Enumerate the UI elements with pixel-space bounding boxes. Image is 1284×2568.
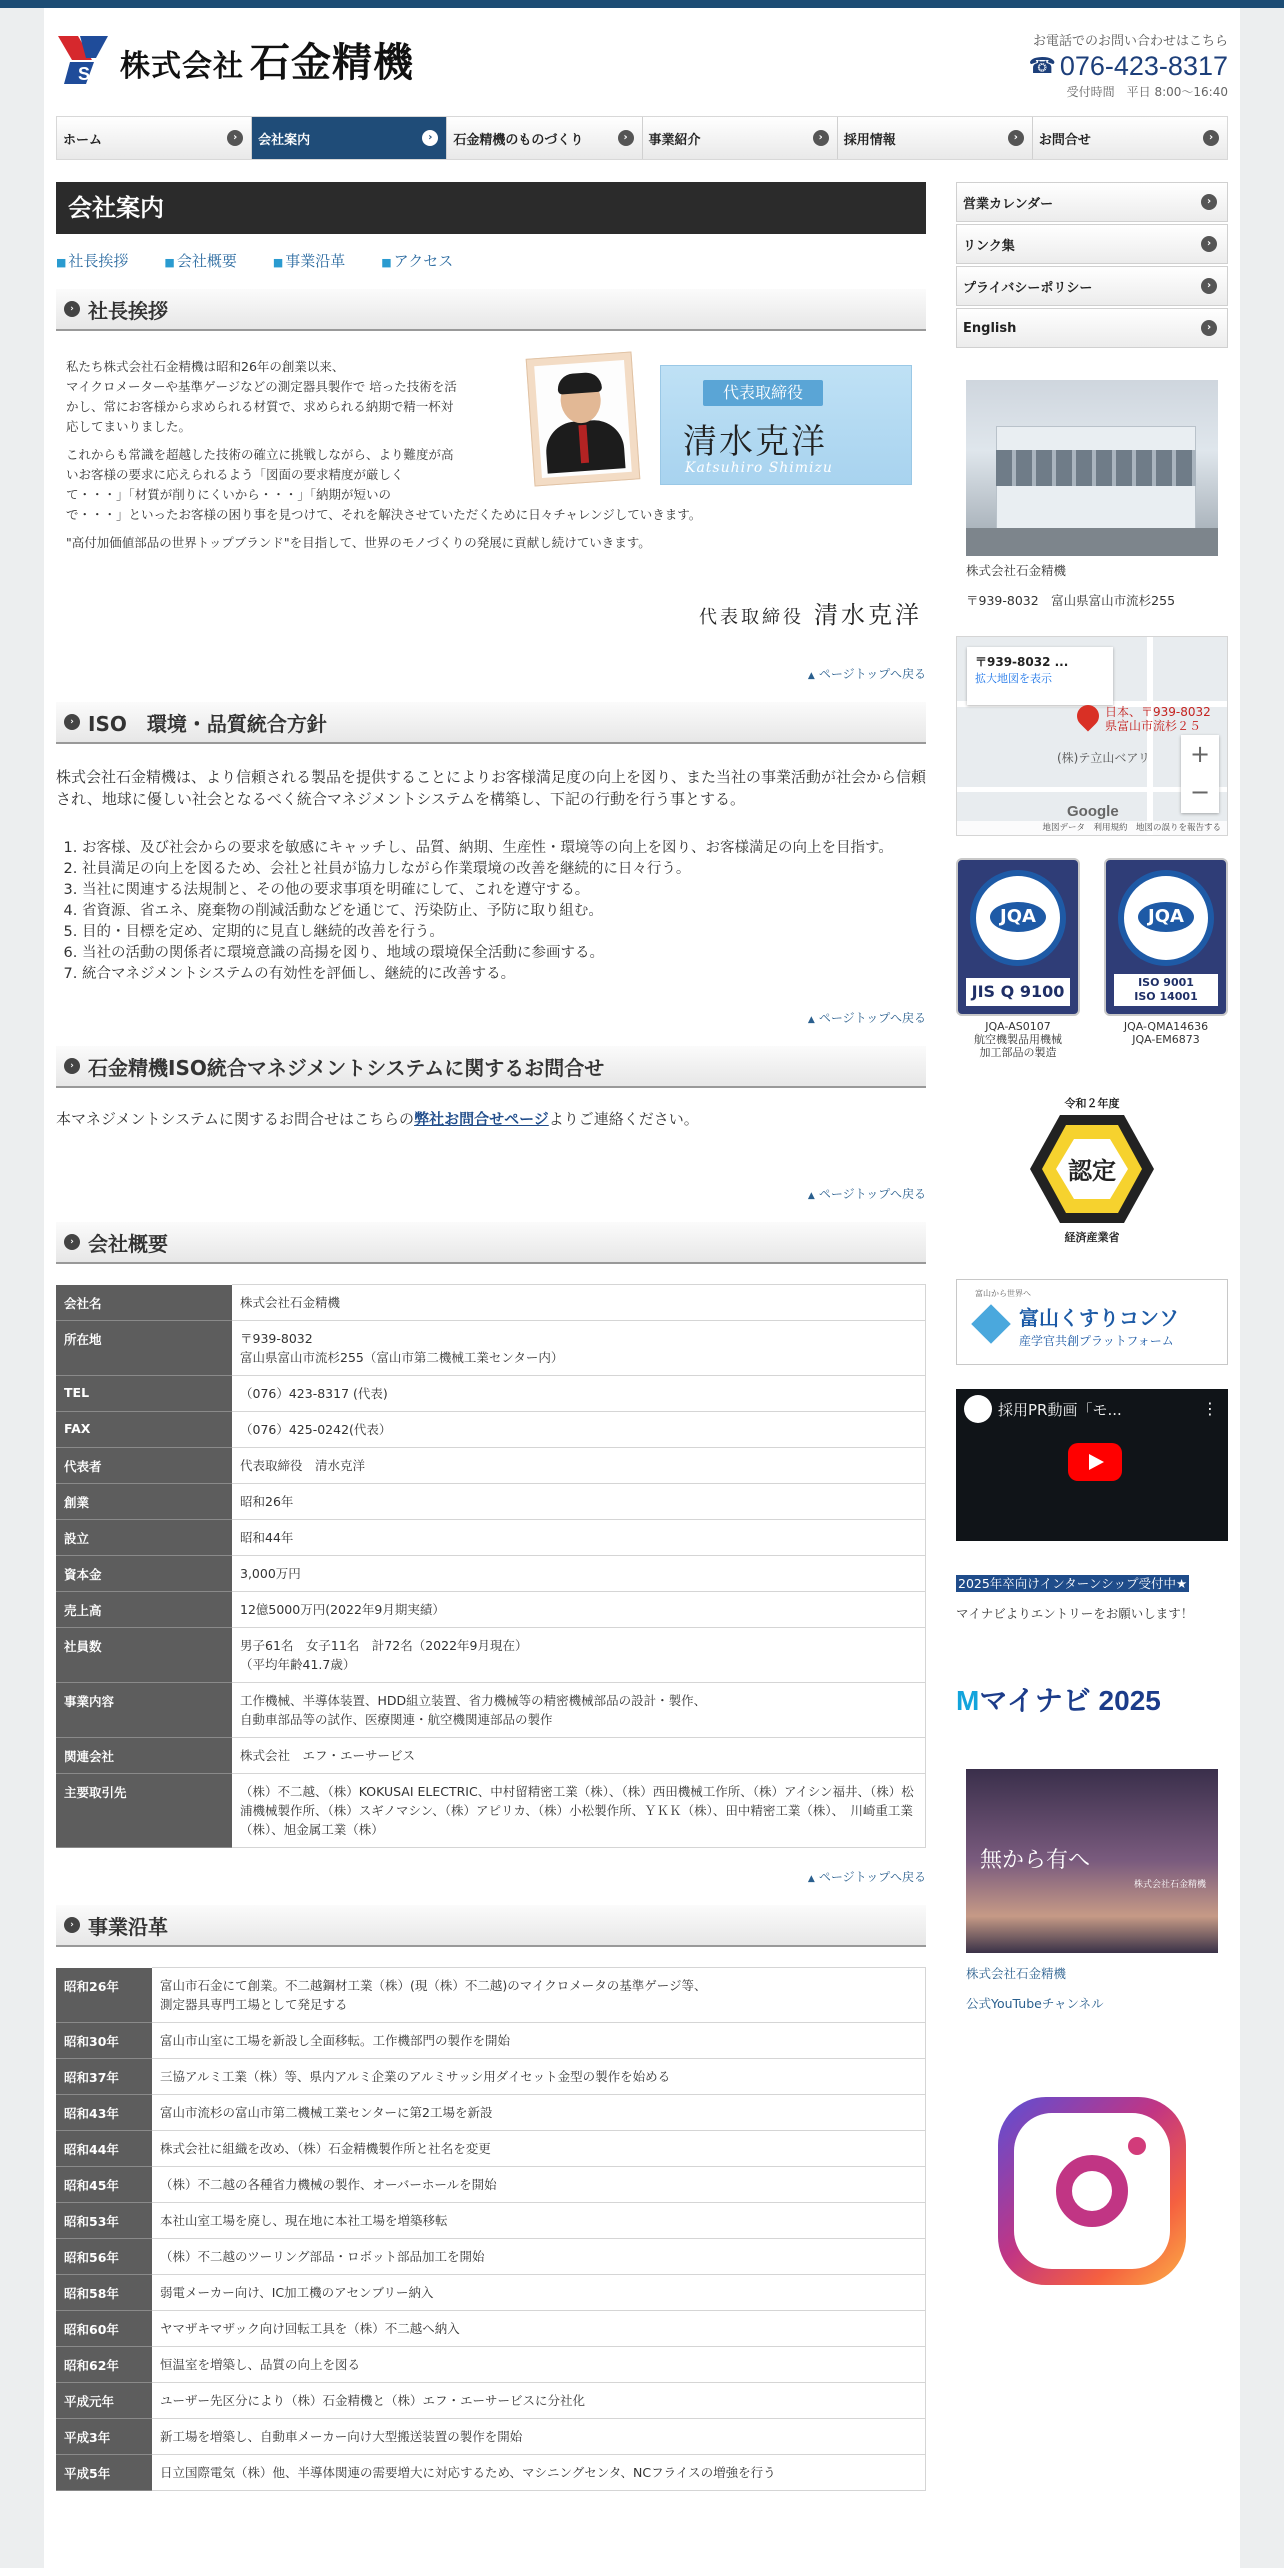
row-key: 昭和62年 [56,2347,152,2383]
building-windows [996,450,1196,486]
contact-text-before: 本マネジメントシステムに関するお問合せはこちらの [56,1110,415,1128]
banner-small-text: 富山から世界へ [975,1289,1031,1298]
row-value: 株式会社 エフ・エーサービス [232,1738,926,1774]
top-accent-bar [0,0,1284,8]
sidebar-label: リンク集 [963,238,1015,254]
company-address: 〒939-8032 富山県富山市流杉255 [966,593,1176,608]
row-value: （株）不二越の各種省力機械の製作、オーバーホールを開始 [152,2167,926,2203]
table-row [56,2059,926,2095]
company-name-main: 石金精機 [250,39,414,86]
business-hours: 受付時間 平日 8:00〜16:40 [1066,85,1228,99]
greeting-line: いお客様の要求に応えられるよう「図面の要求精度が厳しく [66,467,404,482]
row-value: 日立国際電気（株）他、半導体関連の需要増大に対応するため、マシニングセンタ、NCフライスの増強を行う [152,2455,926,2491]
table-row [56,1285,926,1321]
sidebar-english[interactable] [956,308,1228,348]
sidebar-calendar[interactable] [956,182,1228,222]
greeting-heading [56,289,926,331]
row-key: 所在地 [56,1321,232,1376]
consortium-logo-icon [971,1304,1011,1344]
value-line: 男子61名 女子11名 計72名（2022年9月現在） [240,1638,528,1653]
policy-item: 4. 省資源、省エネ、廃棄物の削減活動などを通じて、汚染防止、予防に取り組む。 [82,901,926,922]
chevron-right-icon: › [64,301,80,317]
anchor-overview[interactable] [164,250,236,271]
map-road [1147,637,1153,836]
building-photo [966,380,1218,556]
iso-intro: 株式会社石金精機は、より信頼される製品を提供することによりお客様満足度の向上を図り、また当社の事業活動が社会から信頼され、地球に優しい社会となるべく統合マネジメントシステムを構築し、下記の行動を行う事とする。 [56,768,927,808]
anchor-label: アクセス [393,252,454,270]
certification-logos [956,858,1228,1059]
jqa-mark: JQA [1138,902,1194,932]
cert-jisq9100 [956,858,1080,1059]
banner-title: 富山くすりコンソ [1019,1306,1179,1330]
chevron-right-icon: › [227,130,243,146]
row-key: 平成3年 [56,2419,152,2455]
table-row [56,2023,926,2059]
policy-item: 7. 統合マネジメントシステムの有効性を評価し、継続的に改善する。 [82,964,926,985]
building-ground [966,528,1218,556]
row-value: 昭和44年 [232,1520,926,1556]
table-row [56,1628,926,1683]
photo-inner [534,360,632,478]
zoom-out-button[interactable]: − [1189,778,1211,806]
iso-contact-heading [56,1046,926,1088]
nav-company[interactable] [252,117,447,159]
nintei-ministry: 経済産業省 [1064,1231,1120,1244]
name-card-name-en: Katsuhiro Shimizu [685,460,833,476]
overview-heading [56,1222,926,1264]
chevron-right-icon: › [64,714,80,730]
nav-label: 事業紹介 [648,132,701,148]
phone-contact [1028,30,1228,100]
contact-text-after: よりご連絡ください。 [548,1110,699,1128]
policy-item: 2. 社員満足の向上を図るため、会社と社員が協力しながら作業環境の改善を継続的に日々行う。 [82,859,926,880]
chevron-right-icon: › [422,130,438,146]
row-value: （株）不二越、（株）KOKUSAI ELECTRIC、中村留精密工業（株）、（株）西田機械工作所、（株）アイシン福井、（株）松浦機械製作所、（株）スギノマシン、（株）アピリカ、（株）小松製作所、ＹＫＫ（株）、田中精密工業（株）、 川崎重工業（株）、旭金属工業（株） [232,1774,926,1848]
policy-item: 3. 当社に関連する法規制と、その他の要求事項を明確にして、これを遵守する。 [82,880,926,901]
chevron-right-icon: › [1201,278,1217,294]
row-value: （076）425-0242(代表） [232,1412,926,1448]
internship-text: マイナビよりエントリーをお願いします！ [956,1606,1194,1621]
row-key: 創業 [56,1484,232,1520]
triangle-up-icon: ▲ [807,1015,815,1025]
heading-text: 社長挨拶 [88,298,168,323]
table-row [56,2167,926,2203]
nav-label: お問合せ [1038,132,1091,148]
value-line: （平均年齢41.7歳） [240,1657,356,1672]
svg-text:S: S [78,64,91,84]
heading-text: 石金精機ISO統合マネジメントシステムに関するお問合せ [88,1055,605,1080]
name-card-role: 代表取締役 [703,380,823,406]
iso-policy-list [82,838,926,985]
internship-title: 2025年卒向けインターンシップ受付中★ [958,1576,1188,1591]
cert-ring [1118,870,1214,966]
row-key: 昭和43年 [56,2095,152,2131]
youtube-video-embed[interactable] [956,1389,1228,1541]
jqa-mark: JQA [990,902,1046,932]
row-key: TEL [56,1376,232,1412]
table-row [56,1412,926,1448]
greeting-line: で・・・」といったお客様の困り事を見つけて、それを解決させていただくために日々チャレンジしていきます。 [66,507,702,522]
page-top-link[interactable] [56,1185,926,1202]
table-row [56,1520,926,1556]
map-enlarge-link[interactable]: 拡大地図を表示 [975,672,1052,685]
pin-label-line: 県富山市流杉２５ [1105,719,1202,733]
cert-code: JQA-QMA14636 [1123,1020,1209,1033]
row-value [152,1968,926,2023]
value-line: 工作機械、半導体装置、HDD組立装置、省力機械等の精密機械部品の設計・製作、 [240,1693,707,1708]
map-zoom-controls [1181,735,1219,813]
president-name-card [660,365,912,485]
main-content [56,182,926,2491]
page-top-link[interactable] [56,665,926,682]
table-row [56,1968,926,2023]
global-nav [56,116,1228,160]
row-value [232,1321,926,1376]
triangle-up-icon: ▲ [807,671,815,681]
mynavi-label: マイナビ 2025 [979,1685,1161,1716]
row-value: 昭和26年 [232,1484,926,1520]
greeting-paragraph: "高付加価値部品の世界トップブランド"を目指して、世界のモノづくりの発展に貢献し続けていきます。 [66,535,651,550]
chevron-right-icon: › [1201,320,1217,336]
table-row [56,1556,926,1592]
chevron-right-icon: › [1203,130,1219,146]
mynavi-2025-banner[interactable] [956,1679,1228,1719]
row-key: 設立 [56,1520,232,1556]
table-row [56,1683,926,1738]
greeting-line: かし、常にお客様から求められる材質で、求められる納期で精一杯対 [66,399,454,414]
row-key: 社員数 [56,1628,232,1683]
more-options-icon[interactable]: ⋮ [1202,1399,1218,1418]
nav-label: 採用情報 [843,132,896,148]
chevron-right-icon: › [813,130,829,146]
greeting-line: これからも常識を超越した技術の確立に挑戦しながら、より難度が高 [66,447,454,462]
iso-contact-text [56,1108,926,1129]
map-info-card [967,647,1113,705]
row-key: 昭和30年 [56,2023,152,2059]
chevron-right-icon: › [64,1917,80,1933]
page-top-label: ページトップへ戻る [818,667,926,681]
row-key: 昭和53年 [56,2203,152,2239]
meti-certification [1028,1095,1156,1245]
play-button-icon[interactable] [1068,1443,1122,1481]
table-row [56,2455,926,2491]
table-row [56,2311,926,2347]
row-value: 弱電メーカー向け、IC加工機のアセンブリー納入 [152,2275,926,2311]
nav-label: 会社案内 [258,132,311,148]
contact-page-link[interactable]: 弊社お問合せページ [414,1110,549,1128]
instagram-dot [1128,2137,1146,2155]
youtube-channel-banner[interactable] [966,1769,1218,1953]
nav-label: 石金精機のものづくり [453,132,584,148]
company-overview-table [56,1284,926,1848]
signature-role: 代表取締役 [699,607,804,628]
row-key: 昭和44年 [56,2131,152,2167]
value-line: 富山市石金にて創業。不二越鋼材工業（株）(現（株）不二越)のマイクロメータの基準ゲージ等、 [160,1978,707,1993]
sidebar-label: 営業カレンダー [963,196,1054,212]
chevron-right-icon: › [64,1234,80,1250]
page-title: 会社案内 [56,182,926,234]
heading-text: 事業沿革 [88,1914,168,1939]
row-key: 代表者 [56,1448,232,1484]
logo-mark-icon [56,32,110,86]
map-pin-label [1105,705,1211,733]
nav-label: ホーム [63,132,103,148]
sidebar-label: プライバシーポリシー [963,280,1093,296]
zoom-in-button[interactable]: + [1189,740,1211,768]
instagram-icon[interactable] [998,2097,1186,2285]
table-row [56,2239,926,2275]
row-key: 売上高 [56,1592,232,1628]
contact-label: お電話でのお問い合わせはこちら [1032,34,1228,49]
map-card-title: 〒939-8032 ... [975,655,1069,669]
anchor-label: 会社概要 [176,252,237,270]
mynavi-logo-icon: M [956,1685,980,1716]
row-value: 恒温室を増築し、品質の向上を図る [152,2347,926,2383]
row-value: 三協アルミ工業（株）等、県内アルミ企業のアルミサッシ用ダイセット金型の製作を始める [152,2059,926,2095]
chevron-right-icon: › [64,1058,80,1074]
greeting-line: 応してまいりました。 [66,419,192,434]
cert-code: JQA-EM6873 [1132,1033,1200,1046]
row-key: 昭和58年 [56,2275,152,2311]
policy-item: 5. 目的・目標を定め、定期的に見直し継続的改善を行う。 [82,922,926,943]
company-logo[interactable] [56,30,414,88]
row-key: 平成5年 [56,2455,152,2491]
row-value: （株）不二越のツーリング部品・ロボット部品加工を開始 [152,2239,926,2275]
row-key: FAX [56,1412,232,1448]
table-row [56,2275,926,2311]
company-name [120,31,414,88]
signature [699,595,922,630]
row-value [232,1683,926,1738]
company-name-label: 株式会社石金精機 [966,563,1067,578]
jqa-certified-icon [956,858,1080,1016]
anchor-greeting[interactable] [56,250,128,271]
map-footer: 地図データ 利用規約 地図の誤りを報告する [957,821,1227,835]
kusuri-consortium-banner[interactable] [956,1279,1228,1365]
table-row [56,2383,926,2419]
chevron-right-icon: › [618,130,634,146]
cert-label-line: ISO 14001 [1134,990,1198,1003]
triangle-up-icon: ▲ [807,1874,815,1884]
page-top-label: ページトップへ戻る [818,1187,926,1201]
row-value: （076）423-8317 (代表) [232,1376,926,1412]
cert-desc: 航空機製品用機械 [974,1033,1062,1046]
table-row [56,1774,926,1848]
row-value [232,1628,926,1683]
nav-monozukuri[interactable] [447,117,642,159]
channel-logo-icon [964,1395,992,1423]
value-line: 自動車部品等の試作、医療関連・航空機関連部品の製作 [240,1712,553,1727]
heading-text: 会社概要 [88,1231,168,1256]
row-key: 資本金 [56,1556,232,1592]
nintei-center: 認定 [1068,1157,1116,1185]
value-line: 測定器具専門工場として発足する [160,1997,348,2012]
row-key: 事業内容 [56,1683,232,1738]
banner-catchphrase: 無から有へ [980,1848,1091,1873]
policy-item: 1. お客様、及び社会からの要求を敏感にキャッチし、品質、納期、生産性・環境等の向上を図り、お客様満足の向上を目指す。 [82,838,926,859]
nav-contact[interactable] [1033,117,1227,159]
greeting-line: て・・・」「材質が削りにくいから・・・」「納期が短いの [66,487,392,502]
youtube-channel-links [966,1959,1218,2019]
row-value: ヤマザキマザック向け回転工具を（株）不二越へ納入 [152,2311,926,2347]
table-row [56,1321,926,1376]
cert-label-line: ISO 9001 [1138,976,1194,989]
square-icon: ■ [381,256,392,269]
internship-notice [956,1569,1228,1629]
pin-label-line: 日本、〒939-8032 [1105,705,1211,719]
anchor-label: 社長挨拶 [68,252,129,270]
row-key: 昭和37年 [56,2059,152,2095]
chevron-right-icon: › [1008,130,1024,146]
youtube-company-link[interactable]: 株式会社石金精機 [966,1966,1067,1981]
table-row [56,2095,926,2131]
page-top-link[interactable] [56,1009,926,1026]
map-poi-label: (株)テ立山ベアリ [1057,751,1150,765]
anchor-history[interactable] [273,250,345,271]
sidebar-privacy[interactable] [956,266,1228,306]
greeting-section [56,351,926,665]
table-row [56,1484,926,1520]
cert-label [1114,974,1218,1006]
president-photo [526,351,641,486]
row-value: 株式会社に組織を改め、（株）石金精機製作所と社名を変更 [152,2131,926,2167]
company-history-table [56,1967,926,2491]
table-row [56,2347,926,2383]
instagram-lens [1056,2155,1128,2227]
row-value: 代表取締役 清水克洋 [232,1448,926,1484]
square-icon: ■ [56,256,67,269]
cert-desc: 加工部品の製造 [979,1046,1057,1059]
phone-number[interactable] [1028,49,1228,83]
chevron-right-icon: › [1201,194,1217,210]
row-key: 昭和60年 [56,2311,152,2347]
nintei-year: 令和２年度 [1064,1097,1120,1110]
nav-business[interactable] [643,117,838,159]
photo-hair [557,372,602,395]
row-key: 主要取引先 [56,1774,232,1848]
greeting-line: マイクロメーターや基準ゲージなどの測定器具製作で 培った技術を活 [66,379,457,394]
triangle-up-icon: ▲ [807,1191,815,1201]
row-key: 昭和26年 [56,1968,152,2023]
google-logo: Google [1067,803,1119,820]
history-heading [56,1905,926,1947]
page-top-label: ページトップへ戻る [818,1011,926,1025]
jqa-certified-icon [1104,858,1228,1016]
row-value: ユーザー先区分により（株）石金精機と（株）エフ・エーサービスに分社化 [152,2383,926,2419]
square-icon: ■ [272,256,284,269]
anchor-access[interactable] [381,250,453,271]
banner-subtitle: 産学官共創プラットフォーム [1019,1334,1174,1348]
hexagon-badge-icon [1028,1113,1156,1225]
greeting-line: 私たち株式会社石金精機は昭和26年の創業以来、 [66,359,345,374]
row-value: 12億5000万円(2022年9月期実績） [232,1592,926,1628]
phone-number-text: 076-423-8317 [1059,51,1228,81]
row-value: 株式会社石金精機 [232,1285,926,1321]
table-row [56,1376,926,1412]
row-key: 会社名 [56,1285,232,1321]
anchor-links [56,250,926,271]
cert-ring [970,870,1066,966]
value-line: 〒939-8032 [240,1331,313,1346]
page-top-label: ページトップへ戻る [818,1870,926,1884]
cert-label: JIS Q 9100 [966,978,1070,1006]
heading-text: ISO 環境・品質統合方針 [88,711,327,736]
row-key: 昭和56年 [56,2239,152,2275]
table-row [56,1448,926,1484]
sidebar-label: English [963,320,1017,336]
page [44,8,1240,2568]
signature-name: 清水克洋 [814,601,922,629]
value-line: 富山県富山市流杉255（富山市第二機械工業センター内） [240,1350,564,1365]
row-key: 関連会社 [56,1738,232,1774]
iso-heading [56,702,926,744]
name-card-name: 清水克洋 [683,422,827,462]
row-value: 本社山室工場を廃し、現在地に本社工場を増築移転 [152,2203,926,2239]
nav-recruit[interactable] [838,117,1033,159]
row-value: 富山市山室に工場を新設し全面移転。工作機部門の製作を開始 [152,2023,926,2059]
company-prefix: 株式会社 [120,48,244,84]
table-row [56,2419,926,2455]
google-map[interactable] [956,636,1228,836]
page-top-link[interactable] [56,1868,926,1885]
row-key: 昭和45年 [56,2167,152,2203]
row-value: 新工場を増築し、自動車メーカー向け大型搬送装置の製作を開始 [152,2419,926,2455]
row-value: 富山市流杉の富山市第二機械工業センターに第2工場を新設 [152,2095,926,2131]
table-row [56,2131,926,2167]
nav-home[interactable] [57,117,252,159]
square-icon: ■ [164,256,175,269]
banner-company: 株式会社石金精機 [1133,1880,1206,1890]
row-value: 3,000万円 [232,1556,926,1592]
sidebar [956,182,1228,2285]
cert-code: JQA-AS0107 [985,1020,1051,1033]
table-row [56,2203,926,2239]
chevron-right-icon: › [1201,236,1217,252]
table-row [56,1738,926,1774]
anchor-label: 事業沿革 [285,252,346,270]
video-title: 採用PR動画「モ... [998,1401,1122,1419]
policy-item: 6. 当社の活動の関係者に環境意識の高揚を図り、地域の環境保全活動に参画する。 [82,943,926,964]
youtube-channel-link[interactable]: 公式YouTubeチャンネル [966,1996,1104,2011]
phone-icon: ☎ [1028,53,1056,78]
table-row [56,1592,926,1628]
row-key: 平成元年 [56,2383,152,2419]
sidebar-links[interactable] [956,224,1228,264]
cert-iso [1104,858,1228,1059]
